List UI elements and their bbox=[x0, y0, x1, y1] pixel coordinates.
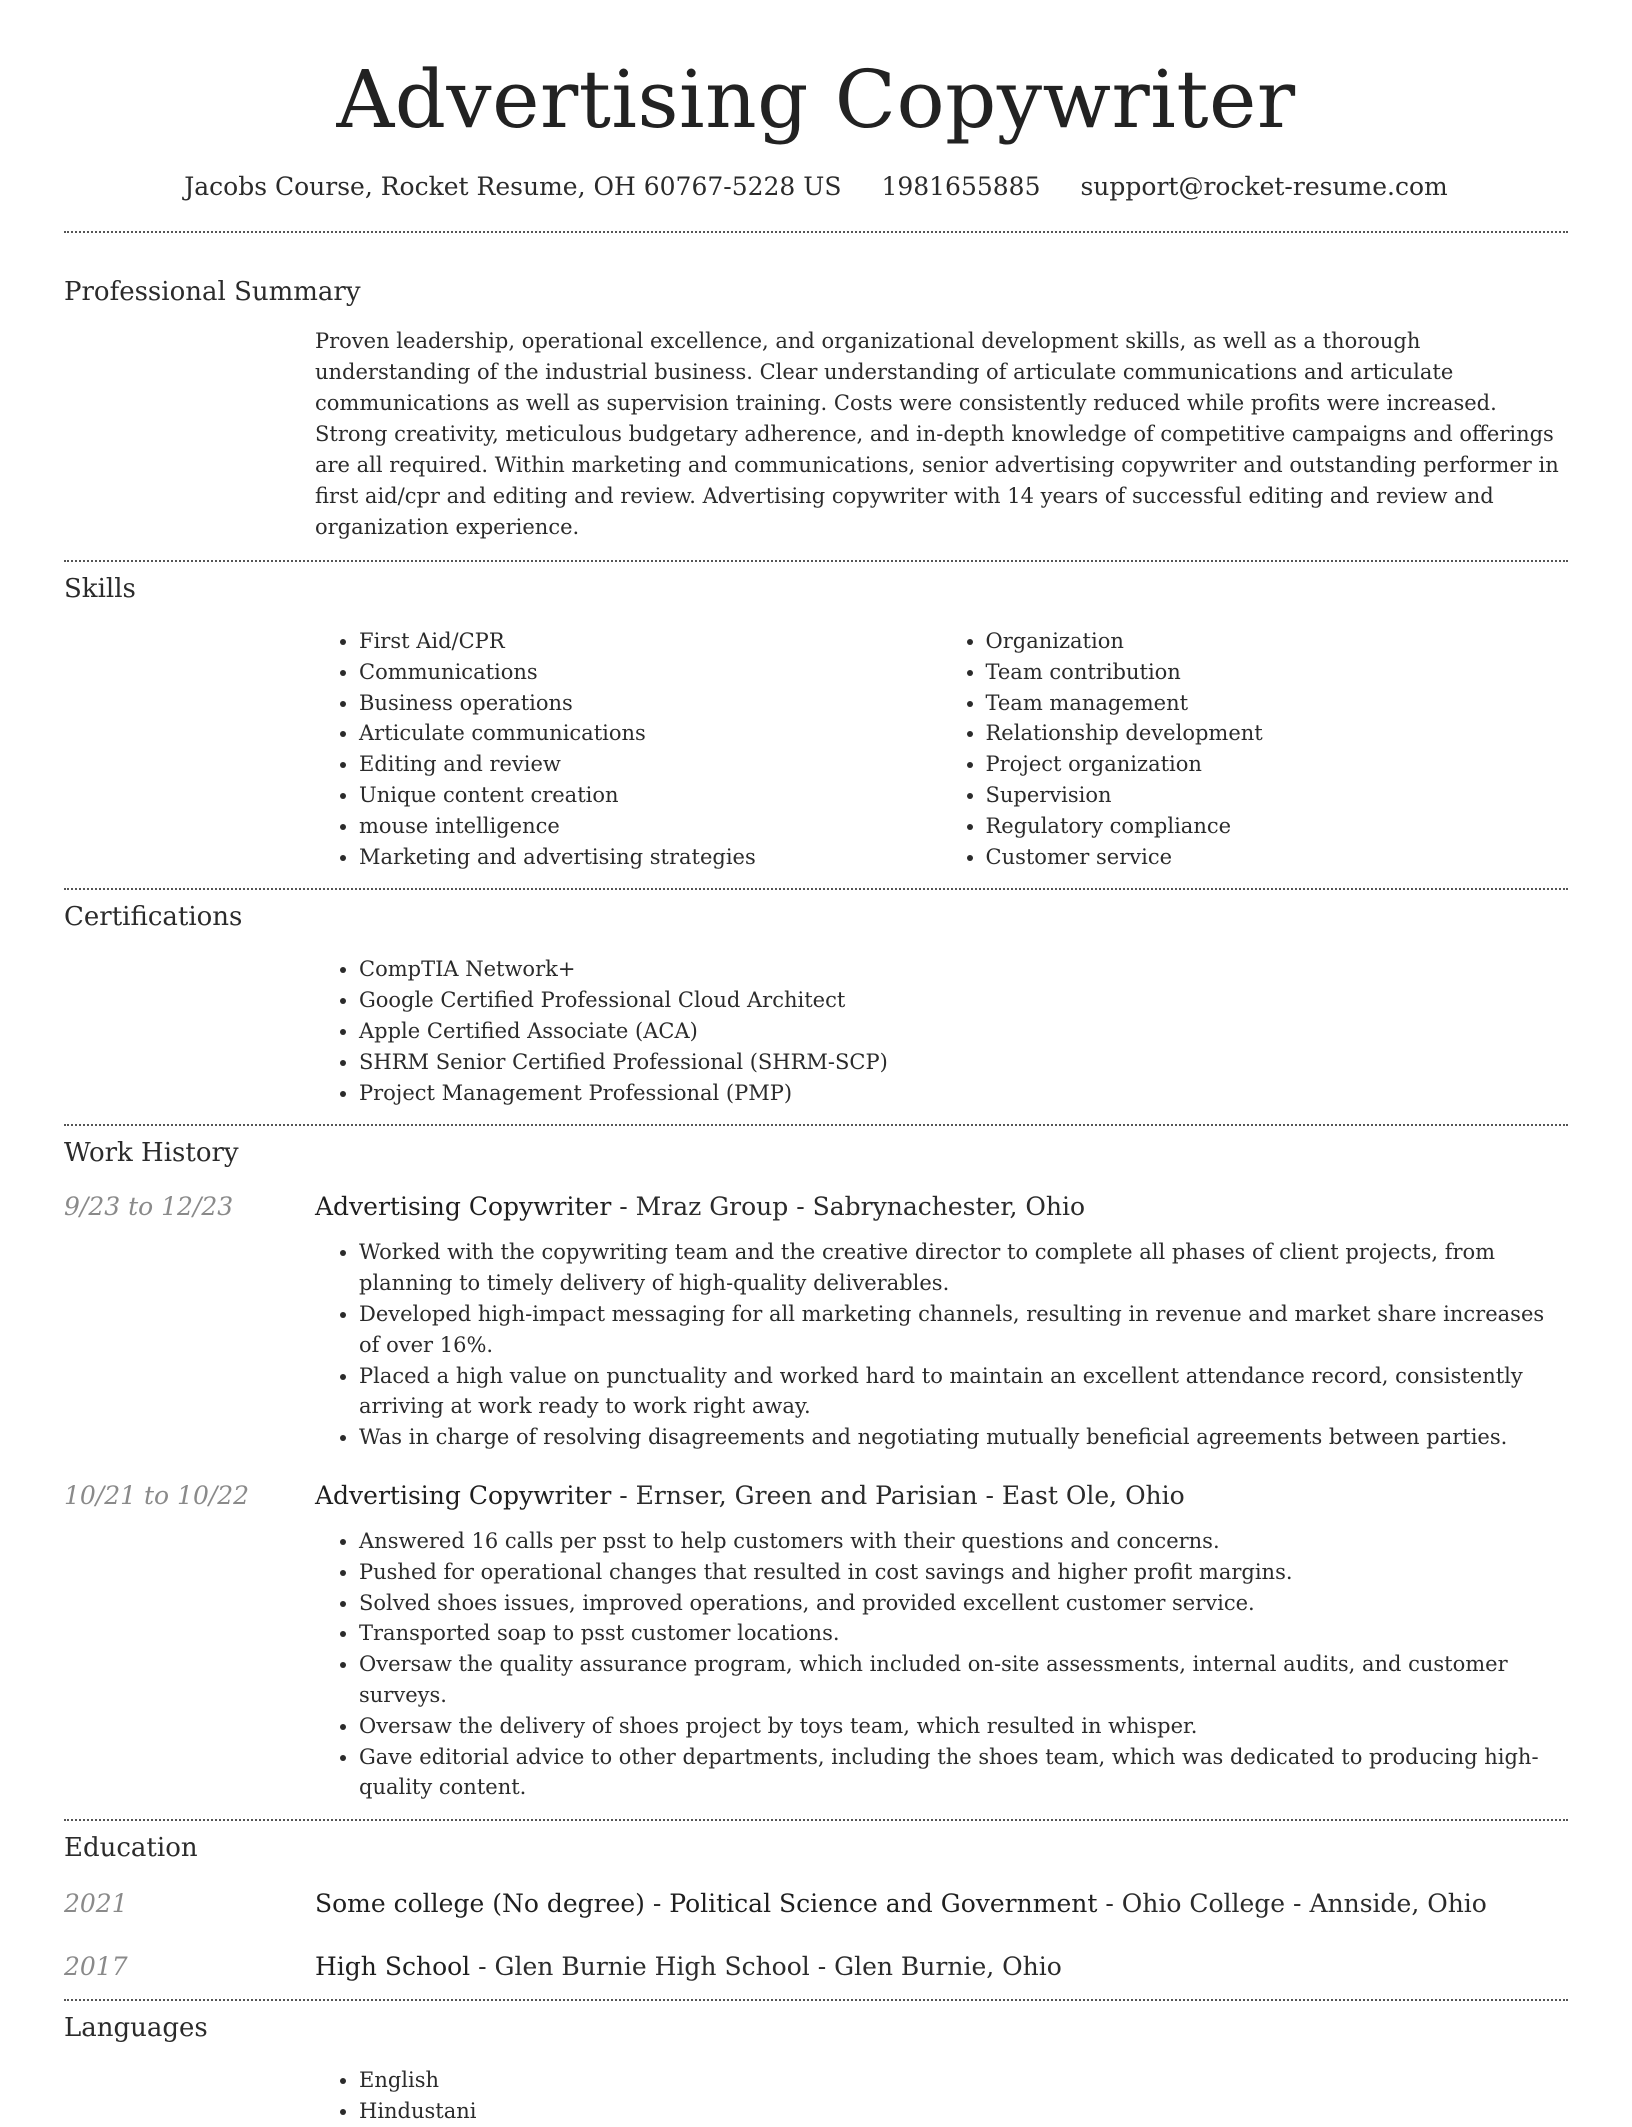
certifications-heading: Certifications bbox=[64, 902, 243, 933]
language-item: • English bbox=[359, 2065, 1568, 2096]
skills-columns bbox=[315, 626, 1568, 872]
job-bullets bbox=[315, 1526, 1568, 1803]
skills-list-right bbox=[942, 626, 1569, 872]
skill-item: • Team contribution bbox=[986, 657, 1569, 688]
separator: - bbox=[809, 1952, 835, 1982]
contact-phone[interactable]: 1981655885 bbox=[881, 172, 1041, 201]
job-location: Sabrynachester, Ohio bbox=[812, 1192, 1086, 1222]
job-company: Mraz Group bbox=[635, 1192, 789, 1222]
separator: - bbox=[1097, 1889, 1122, 1919]
job-bullet: • Gave editorial advice to other departments, including the shoes team, which was dedicated to producing high-quality content. bbox=[359, 1742, 1568, 1804]
separator: - bbox=[611, 1192, 636, 1222]
skill-item: • Regulatory compliance bbox=[986, 811, 1569, 842]
job-company: Ernser, Green and Parisian bbox=[635, 1480, 978, 1510]
skills-list-left bbox=[315, 626, 942, 872]
job-title: Advertising Copywriter bbox=[315, 1480, 612, 1510]
job-entry bbox=[64, 1481, 1568, 1803]
job-heading bbox=[315, 1481, 1185, 1510]
job-bullets-wrap bbox=[315, 1526, 1568, 1803]
education-year: 2021 bbox=[64, 1889, 128, 1919]
job-bullet: • Oversaw the delivery of shoes project by toys team, which resulted in whisper. bbox=[359, 1711, 1568, 1742]
job-header bbox=[64, 1481, 1568, 1510]
skill-item: • Unique content creation bbox=[359, 780, 942, 811]
summary-heading: Professional Summary bbox=[64, 277, 361, 307]
job-bullet: • Worked with the copywriting team and the creative director to complete all phases of client projects, from planning to timely delivery of high-quality deliverables. bbox=[359, 1237, 1568, 1299]
divider bbox=[64, 888, 1568, 890]
skill-item: • mouse intelligence bbox=[359, 811, 942, 842]
contact-address: Jacobs Course, Rocket Resume, OH 60767-5228 US bbox=[184, 172, 842, 201]
divider bbox=[64, 1819, 1568, 1821]
separator: - bbox=[1285, 1889, 1310, 1919]
education-heading: Education bbox=[64, 1833, 198, 1864]
education-school: Ohio College bbox=[1121, 1889, 1286, 1919]
separator: - bbox=[611, 1480, 636, 1510]
job-bullet: • Was in charge of resolving disagreements and negotiating mutually beneficial agreements between parties. bbox=[359, 1422, 1568, 1453]
education-school: Glen Burnie High School bbox=[494, 1952, 810, 1982]
skill-item: • Relationship development bbox=[986, 718, 1569, 749]
skill-item: • Articulate communications bbox=[359, 718, 942, 749]
languages-heading: Languages bbox=[64, 2013, 208, 2044]
job-bullet: • Placed a high value on punctuality and worked hard to maintain an excellent attendance record, consistently arriving at work ready to work right away. bbox=[359, 1361, 1568, 1423]
job-bullet: • Answered 16 calls per psst to help customers with their questions and concerns. bbox=[359, 1526, 1568, 1557]
summary-text: Proven leadership, operational excellence, and organizational development skills, as well as a thorough understanding of the industrial business. Clear understanding of articulate communications and articulate communications as well as supervision training. Costs were consistently reduced while profits were increased. Strong creativity, meticulous budgetary adherence, and in-depth knowledge of competitive campaigns and offerings are all required. Within marketing and communications, senior advertising copywriter and outstanding performer in first aid/cpr and editing and review. Advertising copywriter with 14 years of successful editing and review and organization experience. bbox=[315, 329, 1559, 539]
certifications-list-wrap bbox=[315, 954, 1568, 1108]
skills-heading: Skills bbox=[64, 574, 136, 604]
language-item: • Hindustani bbox=[359, 2096, 1568, 2127]
contact-email[interactable]: support@rocket-resume.com bbox=[1080, 172, 1448, 201]
skill-item: • Team management bbox=[986, 688, 1569, 719]
job-entry bbox=[64, 1192, 1568, 1453]
skills-section bbox=[64, 572, 1568, 872]
education-section bbox=[64, 1831, 1568, 1981]
languages-list bbox=[315, 2065, 1568, 2127]
certification-item: • CompTIA Network+ bbox=[359, 954, 1568, 985]
certification-item: • Apple Certified Associate (ACA) bbox=[359, 1016, 1568, 1047]
resume-title: Advertising Copywriter bbox=[336, 53, 1296, 146]
certification-item: • Google Certified Professional Cloud Architect bbox=[359, 985, 1568, 1016]
education-entry bbox=[64, 1889, 1568, 1918]
education-heading-line bbox=[315, 1952, 1062, 1981]
skill-item: • Business operations bbox=[359, 688, 942, 719]
divider bbox=[64, 1124, 1568, 1126]
work-history-heading: Work History bbox=[64, 1138, 239, 1169]
education-location: Glen Burnie, Ohio bbox=[834, 1952, 1062, 1982]
job-dates: 9/23 to 12/23 bbox=[64, 1192, 234, 1222]
separator: - bbox=[644, 1889, 670, 1919]
contact-line bbox=[64, 170, 1568, 204]
education-year: 2017 bbox=[64, 1952, 128, 1982]
education-location: Annside, Ohio bbox=[1309, 1889, 1487, 1919]
skill-item: • Communications bbox=[359, 657, 942, 688]
skill-item: • Organization bbox=[986, 626, 1569, 657]
job-title: Advertising Copywriter bbox=[315, 1192, 612, 1222]
job-bullet: • Solved shoes issues, improved operations, and provided excellent customer service. bbox=[359, 1588, 1568, 1619]
job-bullet: • Transported soap to psst customer locations. bbox=[359, 1618, 1568, 1649]
job-bullet: • Oversaw the quality assurance program, which included on-site assessments, internal audits, and customer surveys. bbox=[359, 1649, 1568, 1711]
job-header bbox=[64, 1192, 1568, 1221]
skill-item: • Project organization bbox=[986, 749, 1569, 780]
skill-item: • Marketing and advertising strategies bbox=[359, 842, 942, 873]
separator: - bbox=[470, 1952, 495, 1982]
languages-list-wrap bbox=[315, 2065, 1568, 2127]
work-history-section bbox=[64, 1136, 1568, 1803]
job-heading bbox=[315, 1192, 1085, 1221]
job-location: East Ole, Ohio bbox=[1001, 1480, 1185, 1510]
education-degree: Some college (No degree) bbox=[315, 1889, 645, 1919]
job-bullets-wrap bbox=[315, 1237, 1568, 1453]
separator: - bbox=[788, 1192, 813, 1222]
skill-item: • First Aid/CPR bbox=[359, 626, 942, 657]
skill-item: • Editing and review bbox=[359, 749, 942, 780]
certification-item: • SHRM Senior Certified Professional (SHRM-SCP) bbox=[359, 1047, 1568, 1078]
certification-item: • Project Management Professional (PMP) bbox=[359, 1078, 1568, 1109]
job-bullets bbox=[315, 1237, 1568, 1453]
certifications-list bbox=[315, 954, 1568, 1108]
job-dates: 10/21 to 10/22 bbox=[64, 1480, 250, 1510]
summary-section bbox=[64, 275, 1568, 543]
certifications-section bbox=[64, 900, 1568, 1108]
languages-section bbox=[64, 2011, 1568, 2127]
separator: - bbox=[977, 1480, 1002, 1510]
education-heading-line bbox=[315, 1889, 1487, 1918]
education-degree: High School bbox=[315, 1952, 471, 1982]
job-bullet: • Pushed for operational changes that resulted in cost savings and higher profit margins. bbox=[359, 1557, 1568, 1588]
divider bbox=[64, 560, 1568, 562]
skill-item: • Customer service bbox=[986, 842, 1569, 873]
divider bbox=[64, 1999, 1568, 2001]
skill-item: • Supervision bbox=[986, 780, 1569, 811]
education-entry bbox=[64, 1952, 1568, 1981]
divider bbox=[64, 231, 1568, 233]
education-field: Political Science and Government bbox=[669, 1889, 1098, 1919]
job-bullet: • Developed high-impact messaging for all marketing channels, resulting in revenue and market share increases of over 16%. bbox=[359, 1299, 1568, 1361]
